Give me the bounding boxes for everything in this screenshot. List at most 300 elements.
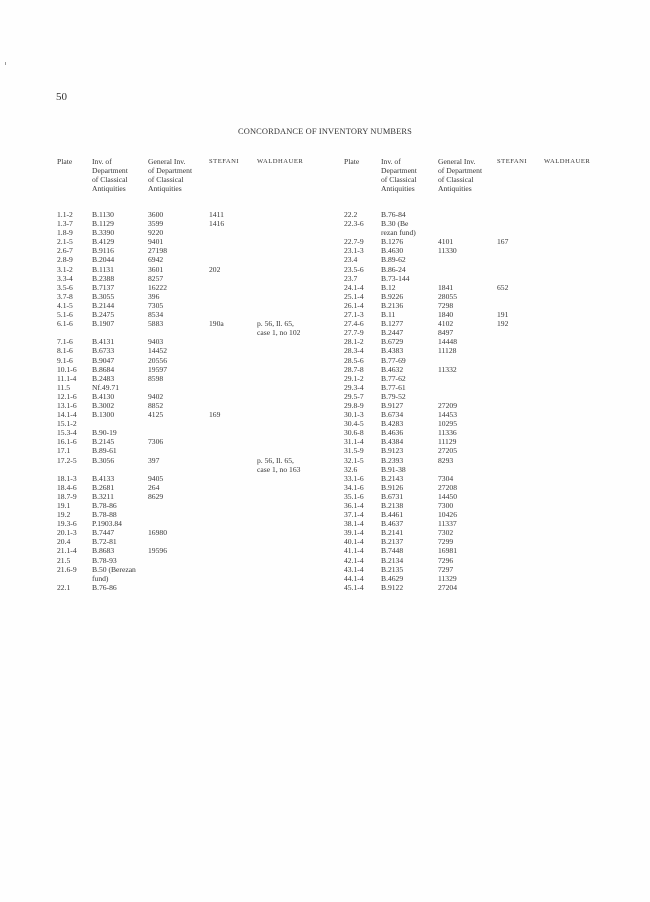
cell-stefani: [209, 419, 257, 428]
table-row: [57, 556, 347, 565]
cell-stefani: 190a: [209, 319, 224, 329]
cell-waldhauer: [544, 510, 624, 519]
cell-plate: 28.7-8: [344, 364, 364, 374]
table-row: [57, 219, 347, 228]
cell-general-inv: [148, 446, 209, 455]
cell-stefani: [209, 583, 257, 592]
cell-plate: 20.4: [57, 537, 71, 547]
cell-general-inv: 3600: [148, 210, 164, 219]
cell-plate: 15.1-2: [57, 419, 77, 429]
cell-general-inv: 397: [148, 455, 160, 465]
cell-general-inv: [438, 210, 497, 219]
cell-general-inv: 11330: [438, 246, 457, 256]
header-waldhauer: WALDHAUER: [544, 158, 591, 165]
table-row: [57, 292, 347, 301]
cell-stefani: [209, 301, 257, 310]
cell-inv-department: B.2136: [381, 300, 404, 310]
cell-plate: 12.1-6: [57, 391, 77, 401]
cell-plate: 16.1-6: [57, 437, 77, 447]
cell-inv-department: B.6731: [381, 491, 404, 501]
cell-waldhauer: [257, 346, 347, 355]
cell-waldhauer: [257, 510, 347, 519]
cell-waldhauer: [544, 365, 624, 374]
cell-waldhauer: [257, 410, 347, 419]
cell-stefani: [497, 210, 544, 219]
cell-inv-department: B.89-61: [92, 446, 117, 456]
table-row: [344, 510, 624, 519]
table-row: [57, 528, 347, 537]
table-row: [344, 392, 624, 401]
cell-waldhauer: [257, 392, 347, 401]
table-header-row: [57, 157, 347, 210]
cell-plate: 15.3-4: [57, 428, 77, 438]
cell-plate: 14.1-4: [57, 410, 77, 420]
cell-general-inv: 7296: [438, 555, 454, 565]
cell-plate: 18.7-9: [57, 491, 77, 501]
cell-inv-department: B.4133: [92, 473, 115, 483]
cell-inv-department: B.2135: [381, 564, 404, 574]
cell-stefani: [209, 365, 257, 374]
cell-general-inv: 3599: [148, 219, 164, 229]
cell-inv-department: B.86-24: [381, 264, 406, 274]
header-plate: Plate: [344, 157, 360, 166]
cell-plate: 34.1-6: [344, 482, 364, 492]
cell-stefani: [497, 556, 544, 565]
cell-stefani: [497, 537, 544, 546]
cell-plate: 29.8-9: [344, 400, 364, 410]
table-row: [344, 255, 624, 264]
cell-general-inv: [438, 374, 497, 383]
cell-stefani: [497, 528, 544, 537]
cell-general-inv: 7300: [438, 501, 454, 510]
cell-general-inv: 16222: [148, 282, 167, 292]
cell-stefani: [497, 274, 544, 283]
cell-waldhauer: [544, 292, 624, 301]
cell-waldhauer: [257, 274, 347, 283]
cell-plate: 3.5-6: [57, 282, 73, 292]
cell-general-inv: 11129: [438, 437, 457, 447]
cell-waldhauer: [544, 583, 624, 592]
cell-waldhauer: [257, 437, 347, 446]
cell-stefani: [209, 492, 257, 501]
cell-general-inv: 9403: [148, 337, 164, 347]
cell-plate: 36.1-4: [344, 501, 364, 510]
cell-inv-department: B.77-62: [381, 373, 406, 383]
cell-general-inv: [438, 219, 497, 237]
table-row: [344, 528, 624, 537]
table-row: [57, 255, 347, 264]
cell-plate: 29.1-2: [344, 373, 364, 383]
table-row: [57, 501, 347, 510]
table-row: [344, 383, 624, 392]
cell-inv-department: B.9126: [381, 482, 404, 492]
table-row: [57, 374, 347, 383]
cell-general-inv: [148, 556, 209, 565]
cell-stefani: [209, 310, 257, 319]
table-row: [57, 228, 347, 237]
cell-general-inv: [438, 392, 497, 401]
cell-plate: 21.6-9: [57, 564, 77, 574]
cell-waldhauer: [544, 465, 624, 474]
cell-stefani: [209, 483, 257, 492]
cell-inv-department: B.4632: [381, 364, 404, 374]
table-row: [344, 310, 624, 319]
table-row: [344, 574, 624, 583]
concordance-table-left: [57, 157, 347, 592]
cell-stefani: [497, 246, 544, 255]
cell-stefani: [209, 401, 257, 410]
cell-plate: 41.1-4: [344, 546, 364, 556]
cell-stefani: [209, 528, 257, 537]
cell-plate: 45.1-4: [344, 582, 364, 592]
cell-plate: 20.1-3: [57, 528, 77, 538]
table-row: [57, 474, 347, 483]
cell-general-inv: 7302: [438, 528, 454, 538]
cell-waldhauer: [257, 556, 347, 565]
cell-inv-department: B.3390: [92, 228, 115, 238]
left-column: [57, 157, 347, 592]
cell-general-inv: 16981: [438, 546, 457, 556]
cell-stefani: [497, 465, 544, 474]
cell-stefani: [497, 446, 544, 455]
cell-stefani: [497, 365, 544, 374]
cell-inv-department: B.1276: [381, 237, 404, 247]
cell-waldhauer: p. 56, Il. 65, case 1, no 102: [257, 319, 301, 338]
table-row: [57, 456, 347, 474]
cell-waldhauer: [544, 492, 624, 501]
cell-stefani: 652: [497, 282, 509, 292]
cell-stefani: [497, 374, 544, 383]
cell-plate: 25.1-4: [344, 291, 364, 301]
cell-stefani: [497, 492, 544, 501]
table-row: [57, 301, 347, 310]
cell-stefani: [209, 237, 257, 246]
cell-waldhauer: [257, 210, 347, 219]
table-row: [57, 237, 347, 246]
cell-waldhauer: [544, 474, 624, 483]
cell-stefani: [209, 356, 257, 365]
cell-waldhauer: [257, 446, 347, 455]
cell-plate: 9.1-6: [57, 355, 73, 365]
cell-waldhauer: [544, 283, 624, 292]
header-stefani: STEFANI: [209, 158, 240, 165]
cell-general-inv: 8598: [148, 373, 164, 383]
cell-inv-department: B.78-93: [92, 555, 117, 565]
cell-waldhauer: [257, 301, 347, 310]
cell-inv-department: B.4129: [92, 237, 115, 247]
cell-inv-department: B.78-88: [92, 510, 117, 520]
table-row: [57, 446, 347, 455]
cell-general-inv: 8293: [438, 455, 454, 465]
cell-stefani: [497, 255, 544, 264]
cell-general-inv: 8257: [148, 273, 164, 283]
cell-stefani: [209, 519, 257, 528]
table-row: [57, 419, 347, 428]
cell-general-inv: 7299: [438, 537, 454, 547]
cell-stefani: [497, 328, 544, 337]
cell-general-inv: 7304: [438, 473, 454, 483]
table-row: [57, 510, 347, 519]
cell-stefani: [497, 265, 544, 274]
cell-general-inv: [148, 383, 209, 392]
cell-plate: 23.5-6: [344, 264, 364, 274]
cell-general-inv: [438, 255, 497, 264]
cell-waldhauer: [544, 301, 624, 310]
cell-waldhauer: [257, 492, 347, 501]
cell-waldhauer: [257, 546, 347, 555]
cell-waldhauer: [544, 410, 624, 419]
cell-waldhauer: [257, 310, 347, 319]
cell-inv-department: B.76-84: [381, 210, 406, 219]
cell-general-inv: 14448: [438, 337, 457, 347]
cell-waldhauer: [544, 346, 624, 355]
cell-stefani: [209, 246, 257, 255]
cell-general-inv: 14452: [148, 346, 167, 356]
cell-general-inv: 4125: [148, 410, 164, 420]
table-row: [344, 492, 624, 501]
table-row: [344, 456, 624, 465]
cell-stefani: [497, 474, 544, 483]
cell-waldhauer: [544, 556, 624, 565]
cell-general-inv: 11329: [438, 573, 457, 583]
cell-stefani: [497, 483, 544, 492]
cell-plate: 29.5-7: [344, 391, 364, 401]
cell-waldhauer: [544, 483, 624, 492]
cell-inv-department: B.2137: [381, 537, 404, 547]
cell-inv-department: B.91-38: [381, 464, 406, 474]
cell-stefani: 191: [497, 310, 509, 320]
cell-stefani: [497, 337, 544, 346]
cell-waldhauer: [544, 337, 624, 346]
cell-inv-department: P.1903.84: [92, 519, 122, 529]
cell-plate: 1.3-7: [57, 219, 73, 229]
cell-waldhauer: [257, 292, 347, 301]
cell-general-inv: [148, 510, 209, 519]
cell-plate: 3.7-8: [57, 291, 73, 301]
cell-inv-department: B.4461: [381, 510, 404, 520]
cell-plate: 27.4-6: [344, 319, 364, 329]
cell-general-inv: 8497: [438, 328, 454, 338]
cell-stefani: [209, 228, 257, 237]
cell-general-inv: [148, 537, 209, 546]
cell-plate: 6.1-6: [57, 319, 73, 329]
cell-stefani: [497, 383, 544, 392]
cell-waldhauer: [257, 583, 347, 592]
cell-inv-department: B.3055: [92, 291, 115, 301]
table-row: [57, 437, 347, 446]
cell-plate: 31.1-4: [344, 437, 364, 447]
cell-inv-department: B.72-81: [92, 537, 117, 547]
cell-inv-department: B.4383: [381, 346, 404, 356]
cell-stefani: 202: [209, 264, 221, 274]
cell-general-inv: 5883: [148, 319, 164, 329]
cell-stefani: [497, 437, 544, 446]
table-row: [344, 465, 624, 474]
cell-general-inv: 19596: [148, 546, 167, 556]
cell-inv-department: B.1907: [92, 319, 115, 329]
cell-plate: 10.1-6: [57, 364, 77, 374]
cell-general-inv: 9405: [148, 473, 164, 483]
cell-plate: 32.1-5: [344, 455, 364, 465]
cell-general-inv: 7305: [148, 300, 164, 310]
cell-inv-department: B.73-144: [381, 273, 410, 283]
cell-inv-department: [92, 419, 148, 428]
cell-stefani: [497, 346, 544, 355]
cell-stefani: [497, 583, 544, 592]
table-row: [344, 274, 624, 283]
cell-plate: 38.1-4: [344, 519, 364, 529]
cell-inv-department: B.4636: [381, 428, 404, 438]
table-row: [57, 583, 347, 592]
cell-plate: 8.1-6: [57, 346, 73, 356]
cell-stefani: 169: [209, 410, 221, 420]
table-row: [344, 374, 624, 383]
cell-stefani: [497, 292, 544, 301]
cell-inv-department: B.2138: [381, 501, 404, 510]
cell-inv-department: B.30 (Be rezan fund): [381, 219, 416, 238]
cell-general-inv: [438, 383, 497, 392]
cell-stefani: [497, 401, 544, 410]
cell-plate: 39.1-4: [344, 528, 364, 538]
cell-plate: 19.3-6: [57, 519, 77, 529]
cell-stefani: [209, 556, 257, 565]
table-row: [57, 246, 347, 255]
cell-waldhauer: [257, 419, 347, 428]
cell-general-inv: 9401: [148, 237, 164, 247]
cell-inv-department: B.2681: [92, 482, 115, 492]
cell-plate: 32.6: [344, 464, 358, 474]
cell-waldhauer: [544, 310, 624, 319]
cell-plate: 30.4-5: [344, 419, 364, 429]
cell-general-inv: [438, 465, 497, 474]
cell-plate: 37.1-4: [344, 510, 364, 520]
cell-stefani: [209, 565, 257, 583]
table-row: [344, 565, 624, 574]
cell-inv-department: B.1277: [381, 319, 404, 329]
cell-waldhauer: [257, 519, 347, 528]
right-column: [344, 157, 624, 592]
cell-inv-department: B.2134: [381, 555, 404, 565]
table-row: [57, 483, 347, 492]
cell-general-inv: 264: [148, 482, 160, 492]
cell-stefani: 192: [497, 319, 509, 329]
cell-waldhauer: [257, 219, 347, 228]
table-row: [57, 401, 347, 410]
cell-plate: 22.3-6: [344, 219, 364, 229]
cell-waldhauer: [257, 374, 347, 383]
table-row: [344, 546, 624, 555]
cell-plate: 18.1-3: [57, 473, 77, 483]
cell-plate: 23.4: [344, 255, 358, 265]
cell-general-inv: 4102: [438, 319, 454, 329]
cell-waldhauer: [257, 237, 347, 246]
cell-stefani: [497, 410, 544, 419]
cell-inv-department: B.76-86: [92, 582, 117, 592]
cell-general-inv: 8852: [148, 400, 164, 410]
table-row: [344, 519, 624, 528]
cell-stefani: [209, 292, 257, 301]
cell-general-inv: 28055: [438, 291, 457, 301]
cell-inv-department: B.9226: [381, 291, 404, 301]
table-row: [57, 492, 347, 501]
cell-stefani: [497, 428, 544, 437]
cell-inv-department: B.2145: [92, 437, 115, 447]
cell-plate: 5.1-6: [57, 310, 73, 320]
cell-stefani: [209, 546, 257, 555]
cell-plate: 18.4-6: [57, 482, 77, 492]
cell-general-inv: 27205: [438, 446, 457, 456]
cell-waldhauer: [544, 274, 624, 283]
cell-plate: 2.6-7: [57, 246, 73, 256]
cell-waldhauer: [544, 246, 624, 255]
cell-plate: 24.1-4: [344, 282, 364, 292]
cell-waldhauer: [257, 228, 347, 237]
cell-waldhauer: [544, 428, 624, 437]
table-row: [57, 392, 347, 401]
table-row: [57, 365, 347, 374]
cell-stefani: [497, 546, 544, 555]
cell-inv-department: B.77-69: [381, 355, 406, 365]
table-row: [57, 274, 347, 283]
table-row: [344, 283, 624, 292]
cell-stefani: [497, 574, 544, 583]
cell-stefani: [209, 474, 257, 483]
page-title: CONCORDANCE OF INVENTORY NUMBERS: [238, 127, 412, 136]
cell-general-inv: 14453: [438, 410, 457, 420]
cell-inv-department: B.3056: [92, 455, 115, 465]
table-header-row: [344, 157, 624, 210]
table-row: [57, 410, 347, 419]
cell-plate: 28.3-4: [344, 346, 364, 356]
cell-general-inv: 9402: [148, 391, 164, 401]
cell-inv-department: B.6734: [381, 410, 404, 420]
table-row: [344, 237, 624, 246]
table-row: [344, 446, 624, 455]
cell-stefani: 167: [497, 237, 509, 247]
cell-inv-department: B.8683: [92, 546, 115, 556]
cell-plate: 29.3-4: [344, 382, 364, 392]
cell-waldhauer: [544, 383, 624, 392]
table-row: [344, 292, 624, 301]
cell-waldhauer: [257, 565, 347, 583]
cell-waldhauer: p. 56, Il. 65, case 1, no 163: [257, 455, 301, 474]
header-inv-department: Inv. of Department of Classical Antiquities: [381, 157, 417, 194]
cell-inv-department: B.3211: [92, 491, 114, 501]
cell-waldhauer: [544, 574, 624, 583]
cell-inv-department: B.2144: [92, 300, 115, 310]
cell-waldhauer: [544, 237, 624, 246]
table-row: [344, 328, 624, 337]
cell-inv-department: B.50 (Berezan fund): [92, 564, 136, 583]
cell-stefani: [497, 219, 544, 237]
cell-plate: 40.1-4: [344, 537, 364, 547]
table-row: [344, 437, 624, 446]
table-row: [57, 519, 347, 528]
cell-stefani: [497, 519, 544, 528]
cell-waldhauer: [544, 501, 624, 510]
cell-plate: 22.1: [57, 582, 71, 592]
cell-general-inv: 396: [148, 291, 160, 301]
table-row: [344, 356, 624, 365]
cell-general-inv: 6942: [148, 255, 164, 265]
cell-inv-department: B.1131: [92, 264, 114, 274]
cell-waldhauer: [257, 283, 347, 292]
table-row: [57, 210, 347, 219]
cell-general-inv: 20556: [148, 355, 167, 365]
table-row: [344, 537, 624, 546]
header-inv-department: Inv. of Department of Classical Antiquities: [92, 157, 128, 194]
cell-waldhauer: [257, 337, 347, 346]
